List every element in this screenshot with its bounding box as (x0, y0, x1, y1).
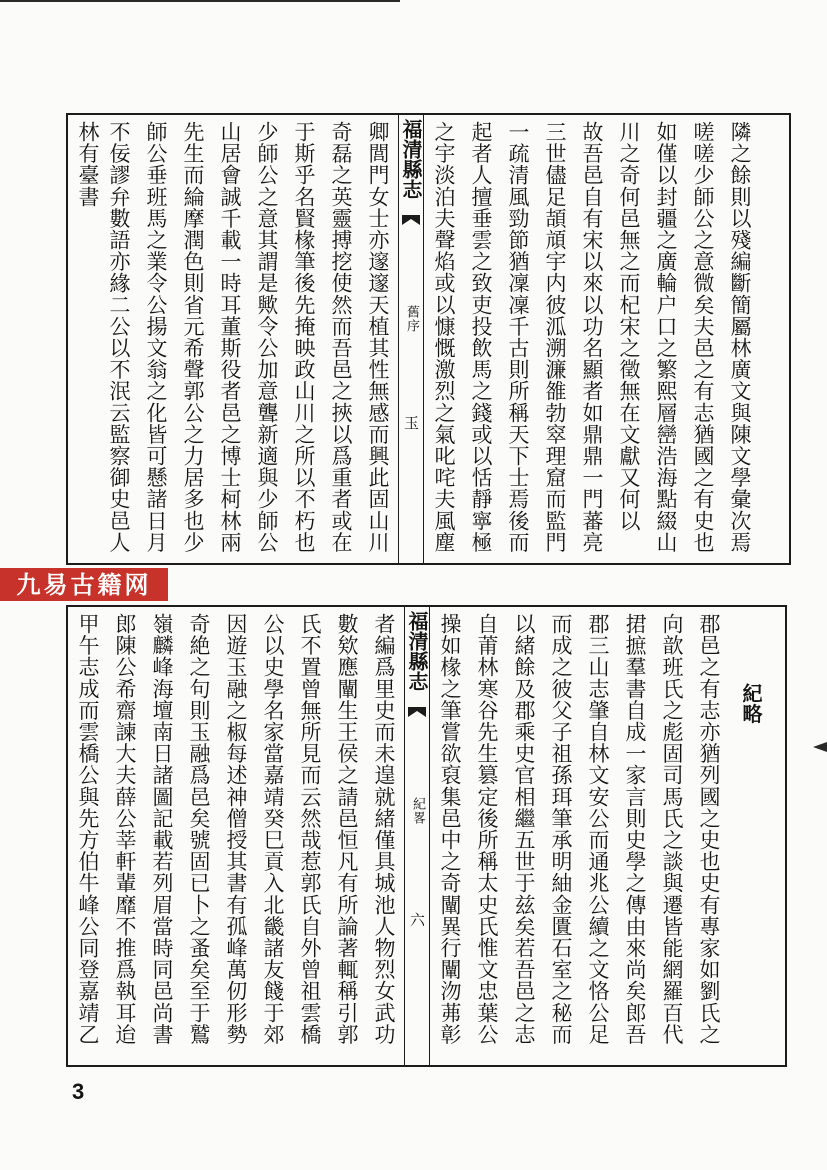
text-column: 少師公之意其謂是歟令公加意聾新適與少師公 (255, 121, 279, 553)
text-column: 嗟嗟少師公之意微矣夫邑之有志猶國之有史也 (691, 121, 715, 553)
text-column: 操如椽之筆嘗欲裒集邑中之奇闡異行闡沕茀彰 (438, 613, 462, 1045)
section-title: 舊序 (404, 305, 419, 333)
text-column: 郡三山志肇自林文安公而通兆公續之文恪公足 (586, 613, 610, 1045)
text-column: 郎陳公希齋諫大夫薛公莘軒輩靡不推爲執耳迨 (113, 613, 137, 1045)
text-column: 捃摭羣書自成一家言則史學之傳由來尚矣郎吾 (623, 613, 647, 1045)
page-number: 3 (72, 1079, 85, 1104)
text-column: 數欸應闡生王侯之請邑恒凡有所論著輒稱引郭 (335, 613, 359, 1045)
text-column: 如僅以封疆之廣輪户口之繁熙層巒浩海點綴山 (654, 121, 678, 553)
text-column: 嶺麟峰海壇南日諸圖記載若列眉當時同邑尚書 (150, 613, 174, 1045)
page-margin-column (398, 115, 424, 563)
text-column: 者編爲里史而未遑就緒僅具城池人物烈女武功 (372, 613, 396, 1045)
text-column: 師公垂班馬之業令公揚文翁之化皆可懸諸日月 (144, 121, 168, 553)
text-column: 不佞謬弁數語亦緣二公以不泯云監察御史邑人 (107, 121, 131, 553)
text-column: 公以史學名家當嘉靖癸巳貢入北畿諸友餞于郊 (261, 613, 285, 1045)
binding-edge-mark (813, 742, 827, 752)
text-column: 三世儘足頡頏宇内彼泒溯濂雒勃窣理窟而監門 (543, 121, 567, 553)
fishtail-mark (402, 215, 420, 225)
text-column: 先生而綸摩潤色則省元希聲郭公之力居多也少 (181, 121, 205, 553)
text-column: 奇絶之句則玉融爲邑矣號固已卜之蚤矣至于鷲 (187, 613, 211, 1045)
page-margin-column (404, 607, 430, 1065)
top-page-frame (66, 113, 791, 565)
text-column: 之宇淡泊夫聲焰或以慷慨激烈之氣叱咤夫風塵 (432, 121, 456, 553)
text-column: 郡邑之有志亦猶列國之史也史有專家如劉氏之 (697, 613, 721, 1045)
section-title: 紀畧 (410, 797, 425, 825)
text-column: 而成之彼父子祖孫珥筆承明紬金匱石室之秘而 (549, 613, 573, 1045)
text-column: 川之奇何邑無之而杞宋之徵無在文獻又何以 (617, 121, 641, 532)
text-column: 于斯乎名賢椽筆後先掩映政山川之所以不朽也 (292, 121, 316, 553)
section-heading: 紀略 (739, 683, 763, 725)
fishtail-mark (408, 707, 426, 717)
text-column: 因遊玉融之椒每述神僧授其書有孤峰萬仞形勢 (224, 613, 248, 1045)
text-column: 自莆林寒谷先生篡定後所稱太史氏惟文忠葉公 (475, 613, 499, 1045)
book-title: 福清縣志 (399, 119, 423, 199)
text-column: 向歆班氏之彪固司馬氏之談與遷皆能網羅百代 (660, 613, 684, 1045)
text-column: 隣之餘則以殘編斷簡屬林廣文與陳文學彙次焉 (728, 121, 752, 553)
folio-number: 玉 (402, 415, 420, 431)
text-column: 以緒餘及郡乘史官相繼五世于兹矣若吾邑之志 (512, 613, 536, 1045)
book-title: 福清縣志 (405, 611, 429, 691)
text-column: 甲午志成而雲橋公與先方伯牛峰公同登嘉靖乙 (76, 613, 100, 1045)
text-column: 氏不置曾無所見而云然哉惹郭氏自外曾祖雲橋 (298, 613, 322, 1045)
scan-edge-line (0, 0, 400, 2)
text-column: 起者人擅垂雲之致吏投飲馬之錢或以恬靜寧極 (469, 121, 493, 553)
bottom-page-frame (66, 605, 787, 1067)
text-column: 故吾邑自有宋以來以功名顯者如鼎鼎一門蕃亮 (580, 121, 604, 553)
text-column: 林有臺書 (76, 121, 100, 208)
text-column: 卿閭門女士亦邃邃天植其性無感而興此固山川 (366, 121, 390, 553)
folio-number: 六 (408, 912, 426, 928)
watermark-logo: 九易古籍网 (0, 568, 168, 601)
text-column: 山居會誠千載一時耳董斯役者邑之博士柯林兩 (218, 121, 242, 553)
text-column: 奇磊之英靈搏挖使然而吾邑之挾以爲重者或在 (329, 121, 353, 553)
text-column: 一疏清風勁節猶凜凜千古則所稱天下士焉後而 (506, 121, 530, 553)
